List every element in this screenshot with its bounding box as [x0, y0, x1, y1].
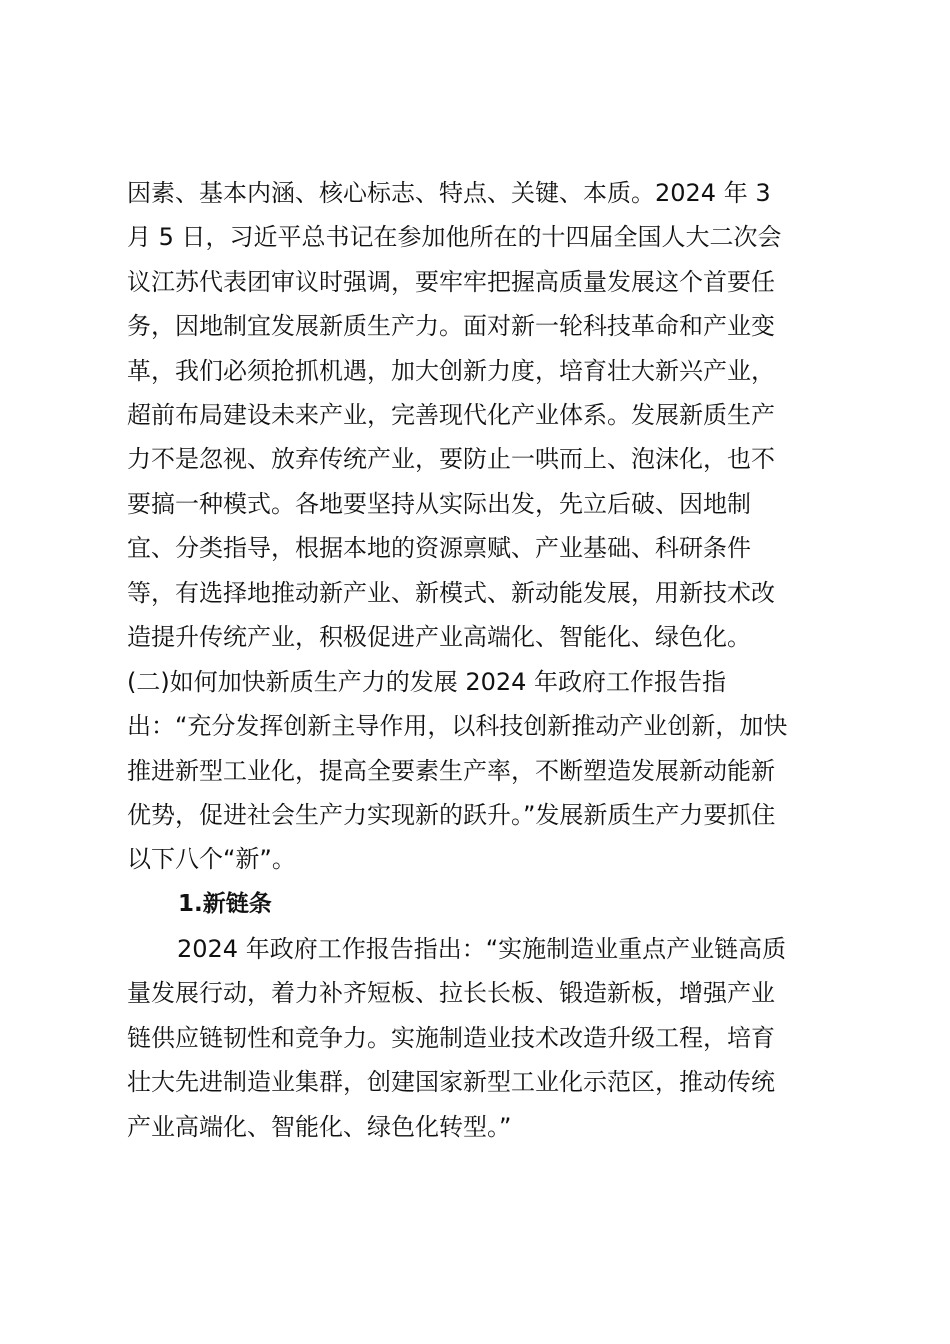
- paragraph-line: 2024 年政府工作报告指出：“实施制造业重点产业链高质: [177, 935, 787, 963]
- paragraph-line: 出：“充分发挥创新主导作用，以科技创新推动产业创新，加快: [127, 712, 788, 740]
- paragraph-line: 超前布局建设未来产业，完善现代化产业体系。发展新质生产: [127, 401, 775, 429]
- paragraph-line: 因素、基本内涵、核心标志、特点、关键、本质。2024 年 3: [127, 179, 771, 207]
- paragraph-line: 推进新型工业化，提高全要素生产率，不断塑造发展新动能新: [127, 757, 775, 785]
- paragraph-line: (二)如何加快新质生产力的发展 2024 年政府工作报告指: [127, 668, 727, 696]
- paragraph-line: 壮大先进制造业集群，创建国家新型工业化示范区，推动传统: [127, 1068, 775, 1096]
- paragraph-line: 等，有选择地推动新产业、新模式、新动能发展，用新技术改: [127, 579, 775, 607]
- paragraph-line: 产业高端化、智能化、绿色化转型。”: [127, 1113, 512, 1141]
- paragraph-line: 务，因地制宜发展新质生产力。面对新一轮科技革命和产业变: [127, 312, 775, 340]
- paragraph-line: 革，我们必须抢抓机遇，加大创新力度，培育壮大新兴产业，: [127, 357, 775, 385]
- paragraph-line: 月 5 日，习近平总书记在参加他所在的十四届全国人大二次会: [127, 223, 782, 251]
- paragraph-line: 造提升传统产业，积极促进产业高端化、智能化、绿色化。: [127, 623, 751, 651]
- paragraph-line: 以下八个“新”。: [127, 845, 296, 873]
- paragraph-line: 宜、分类指导，根据本地的资源禀赋、产业基础、科研条件: [127, 534, 751, 562]
- paragraph-line: 链供应链韧性和竞争力。实施制造业技术改造升级工程，培育: [127, 1024, 775, 1052]
- section-heading: 1.新链条: [178, 891, 272, 917]
- paragraph-line: 力不是忽视、放弃传统产业，要防止一哄而上、泡沫化，也不: [127, 445, 775, 473]
- paragraph-line: 优势，促进社会生产力实现新的跃升。”发展新质生产力要抓住: [127, 801, 776, 829]
- paragraph-line: 议江苏代表团审议时强调，要牢牢把握高质量发展这个首要任: [127, 268, 775, 296]
- paragraph-line: 量发展行动，着力补齐短板、拉长长板、锻造新板，增强产业: [127, 979, 775, 1007]
- paragraph-line: 要搞一种模式。各地要坚持从实际出发，先立后破、因地制: [127, 490, 751, 518]
